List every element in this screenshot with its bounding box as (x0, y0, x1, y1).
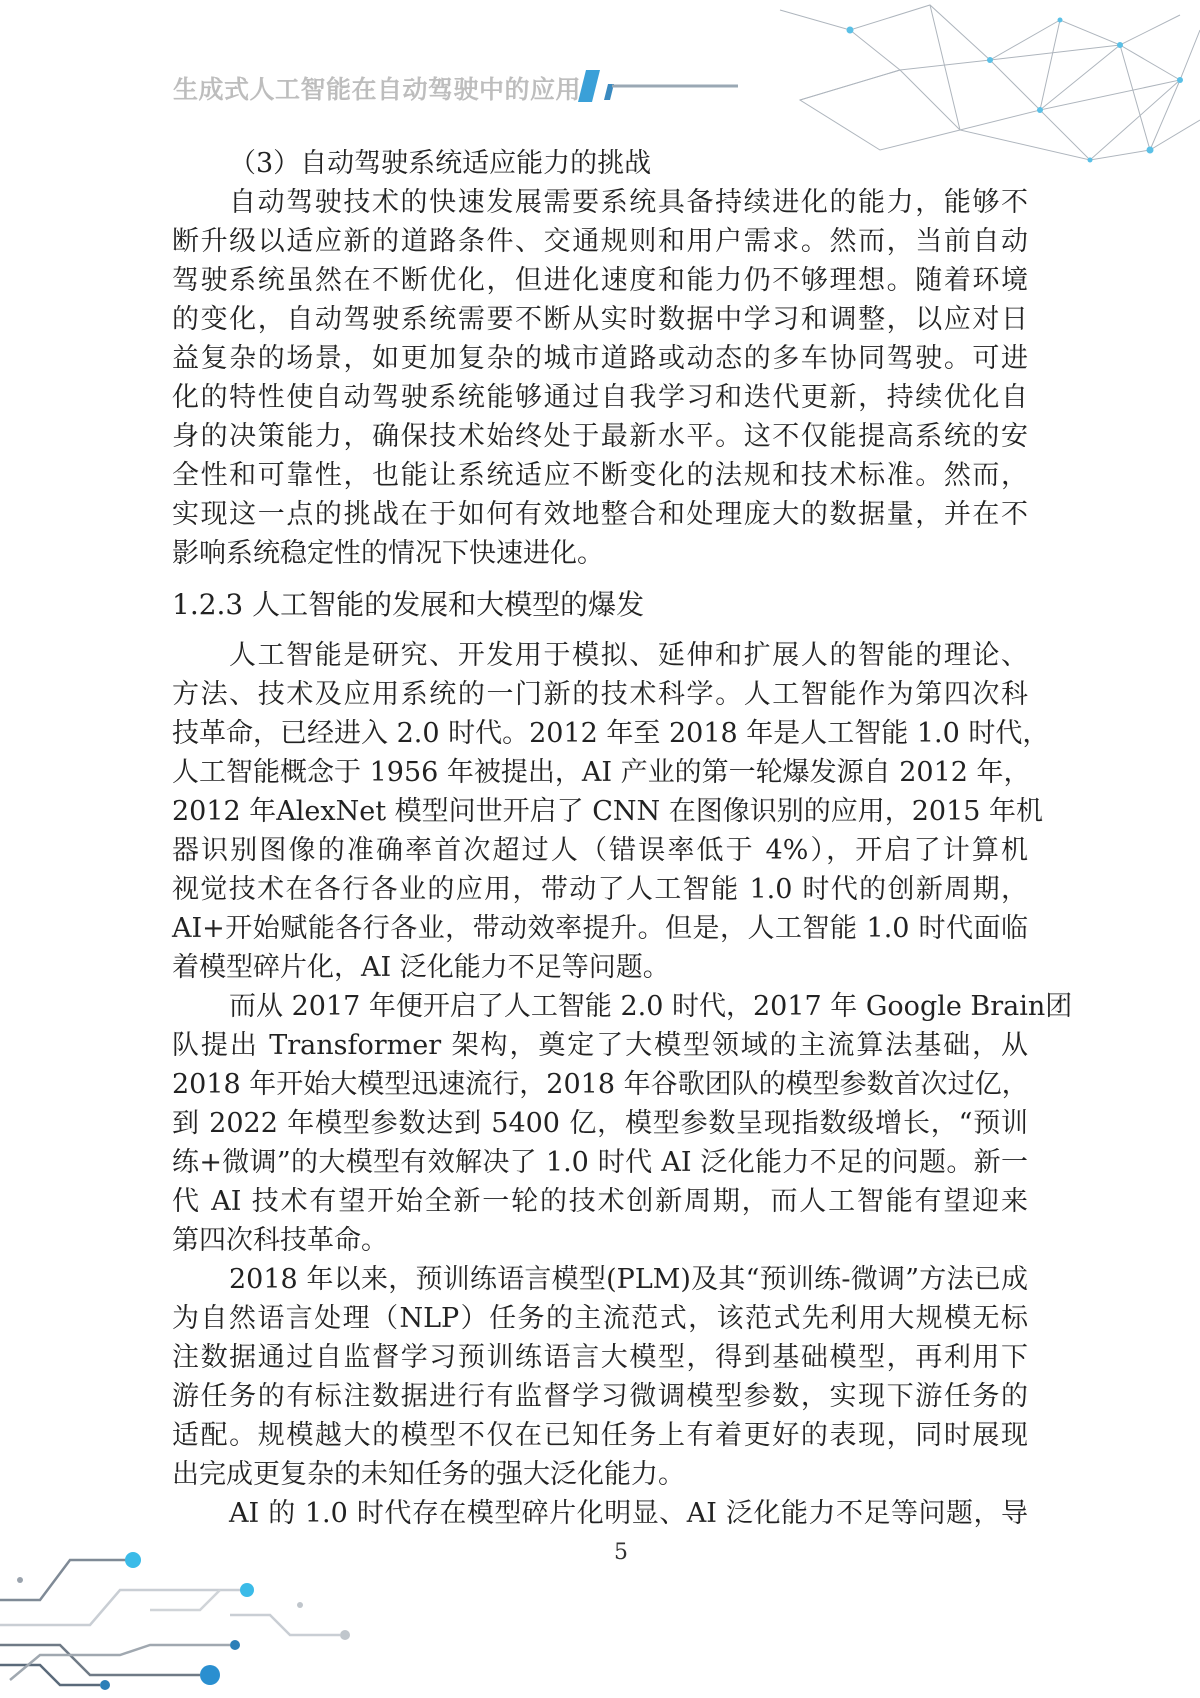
paragraph-line: 器识别图像的准确率首次超过人（错误率低于 4%），开启了计算机 (172, 835, 1028, 866)
paragraph-line: 2018 年以来，预训练语言模型(PLM)及其“预训练-微调”方法已成 (229, 1264, 1028, 1295)
paragraph-line: 自动驾驶技术的快速发展需要系统具备持续进化的能力，能够不 (229, 187, 1028, 218)
paragraph-line: 益复杂的场景，如更加复杂的城市道路或动态的多车协同驾驶。可进 (172, 343, 1028, 374)
paragraph-line: 2018 年开始大模型迅速流行，2018 年谷歌团队的模型参数首次过亿， (172, 1069, 1029, 1100)
paragraph-line: 注数据通过自监督学习预训练语言大模型，得到基础模型，再利用下 (172, 1342, 1028, 1373)
paragraph-line: 游任务的有标注数据进行有监督学习微调模型参数，实现下游任务的 (172, 1381, 1028, 1412)
running-header-title: 生成式人工智能在自动驾驶中的应用 (173, 75, 582, 104)
paragraph-line: 化的特性使自动驾驶系统能够通过自我学习和迭代更新，持续优化自 (172, 382, 1028, 413)
section-heading: 1.2.3 人工智能的发展和大模型的爆发 (172, 588, 645, 621)
body-block-1 (172, 144, 1028, 573)
paragraph-line: 的变化，自动驾驶系统需要不断从实时数据中学习和调整，以应对日 (172, 304, 1028, 335)
paragraph-line: 为自然语言处理（NLP）任务的主流范式，该范式先利用大规模无标 (172, 1303, 1028, 1334)
section-heading-wrap (172, 580, 1028, 630)
body-block-2 (172, 636, 1073, 1533)
paragraph-line: 影响系统稳定性的情况下快速进化。 (172, 538, 604, 569)
paragraph-line: 而从 2017 年便开启了人工智能 2.0 时代，2017 年 Google Brain团 (229, 991, 1073, 1022)
page-number: 5 (614, 1540, 628, 1565)
paragraph-line: 方法、技术及应用系统的一门新的技术科学。人工智能作为第四次科 (172, 679, 1028, 710)
paragraph-line: 身的决策能力，确保技术始终处于最新水平。这不仅能提高系统的安 (172, 421, 1028, 452)
paragraph-line: 练+微调”的大模型有效解决了 1.0 时代 AI 泛化能力不足的问题。新一 (172, 1147, 1028, 1178)
subheading: （3）自动驾驶系统适应能力的挑战 (229, 148, 652, 179)
paragraph-line: 出完成更复杂的未知任务的强大泛化能力。 (172, 1459, 685, 1490)
paragraph-line: 全性和可靠性，也能让系统适应不断变化的法规和技术标准。然而， (172, 460, 1028, 491)
paragraph-line: 实现这一点的挑战在于如何有效地整合和处理庞大的数据量，并在不 (172, 499, 1028, 530)
paragraph-line: 视觉技术在各行各业的应用，带动了人工智能 1.0 时代的创新周期， (172, 874, 1028, 905)
paragraph-line: 代 AI 技术有望开始全新一轮的技术创新周期，而人工智能有望迎来 (172, 1186, 1028, 1217)
paragraph-line: 第四次科技革命。 (172, 1225, 388, 1256)
circuit-graphic-decoration (0, 1530, 430, 1698)
paragraph-line: 队提出 Transformer 架构，奠定了大模型领域的主流算法基础，从 (172, 1030, 1028, 1061)
paragraph-line: 着模型碎片化，AI 泛化能力不足等问题。 (172, 952, 670, 983)
paragraph-line: 驾驶系统虽然在不断优化，但进化速度和能力仍不够理想。随着环境 (172, 265, 1028, 296)
paragraph-line: AI+开始赋能各行各业，带动效率提升。但是，人工智能 1.0 时代面临 (172, 913, 1028, 944)
paragraph-line: 人工智能概念于 1956 年被提出，AI 产业的第一轮爆发源自 2012 年， (172, 757, 1031, 788)
paragraph-line: AI 的 1.0 时代存在模型碎片化明显、AI 泛化能力不足等问题，导 (229, 1498, 1028, 1529)
header-accent-bars (568, 68, 738, 104)
paragraph-line: 断升级以适应新的道路条件、交通规则和用户需求。然而，当前自动 (172, 226, 1028, 257)
paragraph-line: 适配。规模越大的模型不仅在已知任务上有着更好的表现，同时展现 (172, 1420, 1028, 1451)
paragraph-line: 到 2022 年模型参数达到 5400 亿，模型参数呈现指数级增长，“预训 (172, 1108, 1028, 1139)
paragraph-line: 技革命，已经进入 2.0 时代。2012 年至 2018 年是人工智能 1.0 时代， (172, 718, 1050, 749)
paragraph-line: 人工智能是研究、开发用于模拟、延伸和扩展人的智能的理论、 (229, 640, 1028, 671)
paragraph-line: 2012 年AlexNet 模型问世开启了 CNN 在图像识别的应用，2015 年机 (172, 796, 1044, 827)
